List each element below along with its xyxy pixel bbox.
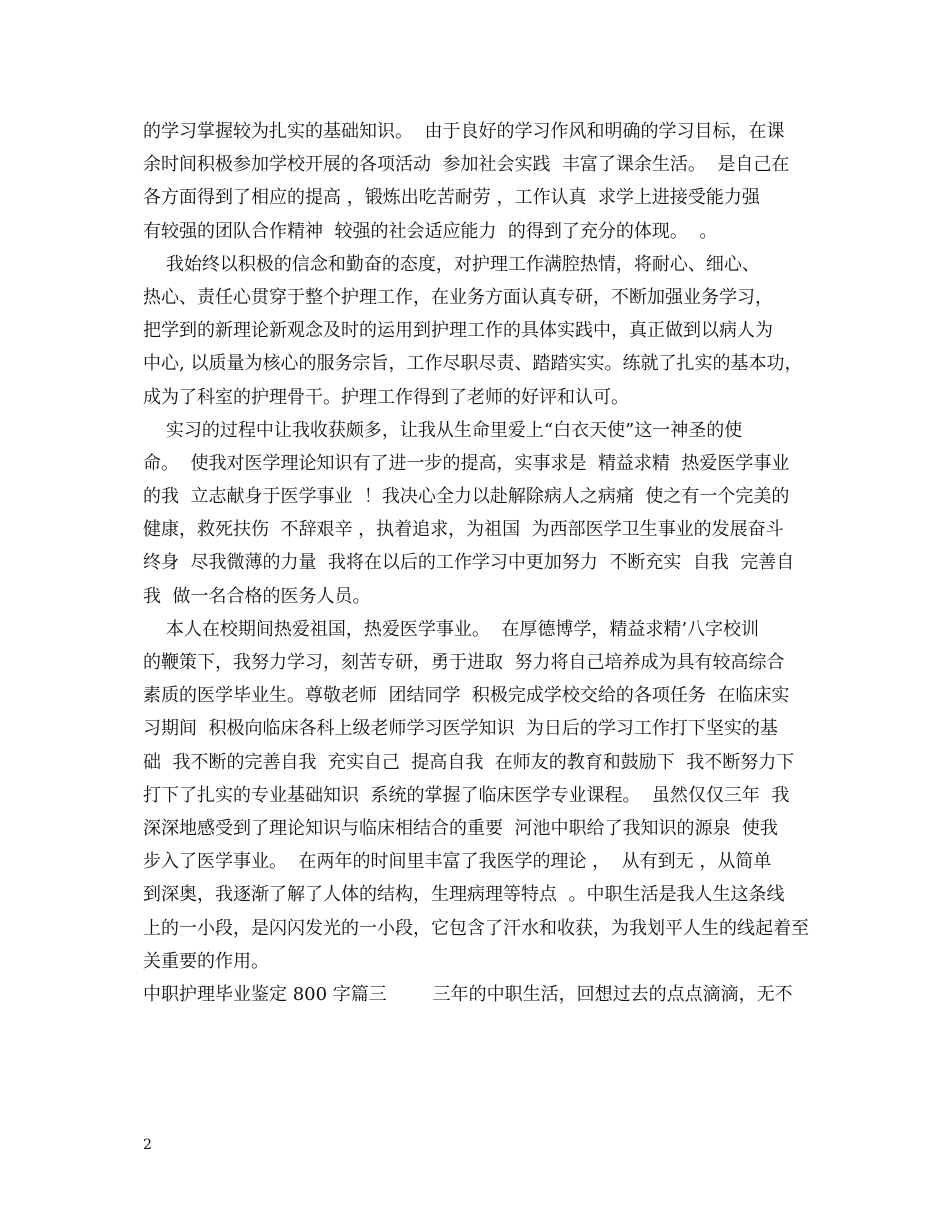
text-line: 终身 尽我微薄的力量 我将在以后的工作学习中更加努力 不断充实 自我 完善自 [143,552,795,574]
text-line: 习期间 积极向临床各科上级老师学习医学知识 为日后的学习工作打下坚实的基 [143,718,778,740]
text-line: 素质的医学毕业生。尊敬老师 团结同学 积极完成学校交给的各项任务 在临床实 [143,685,790,707]
text-line: 本人在校期间热爱祖国，热爱医学事业。 在厚德博学，精益求精’八字校训 [143,618,760,640]
text-line: 深深地感受到了理论知识与临床相结合的重要 河池中职给了我知识的源泉 使我 [143,817,778,839]
text-line: 础 我不断的完善自我 充实自己 提高自我 在师友的教育和鼓励下 我不断努力下 [143,751,795,773]
text-line: 我 做一名合格的医务人员。 [143,585,371,607]
body-text [143,115,823,1011]
text-line: 上的一小段，是闪闪发光的一小段，它包含了汗水和收获，为我划平人生的线起着至 [143,917,809,939]
text-line: 余时间积极参加学校开展的各项活动 参加社会实践 丰富了课余生活。 是自己在 [143,154,790,176]
text-line: 命。 使我对医学理论知识有了进一步的提高，实事求是 精益求精 热爱医学事业 [143,452,790,474]
text-line: 打下了扎实的专业基础知识 系统的掌握了临床医学专业课程。 虽然仅仅三年 我 [143,784,790,806]
text-line: 中心, 以质量为核心的服务宗旨，工作尽职尽责、踏踏实实。练就了扎实的基本功， [143,353,803,375]
text-line: 各方面得到了相应的提高 ，锻炼出吃苦耐劳 ，工作认真 求学上进接受能力强 [143,187,760,209]
text-line: 关重要的作用。 [143,950,269,972]
text-line: 把学到的新理论新观念及时的运用到护理工作的具体实践中，真正做到以病人为 [143,320,773,342]
text-line: 的学习掌握较为扎实的基础知识。 由于良好的学习作风和明确的学习目标，在课 [143,121,785,142]
text-line: 实习的过程中让我收获颇多，让我从生命里爱上“白衣天使”这一神圣的使 [143,419,743,441]
text-line: 热心、责任心贯穿于整个护理工作，在业务方面认真专研，不断加强业务学习， [143,286,773,308]
text-line: 成为了科室的护理骨干。护理工作得到了老师的好评和认可。 [143,386,629,408]
text-line: 有较强的团队合作精神 较强的社会适应能力 的得到了充分的体现。 。 [143,220,718,242]
text-line: 我始终以积极的信念和勤奋的态度，对护理工作满腔热情，将耐心、细心、 [143,253,760,275]
text-line: 的我 立志献身于医学事业 ！我决心全力以赴解除病人之病痛 使之有一个完美的 [143,486,790,508]
section-heading-line: 中职护理毕业鉴定 800 字篇三 三年的中职生活，回想过去的点点滴滴，无不 [143,983,793,1005]
text-line: 步入了医学事业。 在两年的时间里丰富了我医学的理论 ， 从有到无 ，从简单 [143,851,772,873]
text-line: 健康，救死扶伤 不辞艰辛 ，执着追求，为祖国 为西部医学卫生事业的发展奋斗 [143,519,784,541]
text-line: 的鞭策下，我努力学习，刻苦专研，勇于进取 努力将自己培养成为具有较高综合 [143,652,785,673]
text-line: 到深奥，我逐渐了解了人体的结构，生理病理等特点 。中职生活是我人生这条线 [143,884,785,906]
page-number: 2 [143,1137,152,1153]
